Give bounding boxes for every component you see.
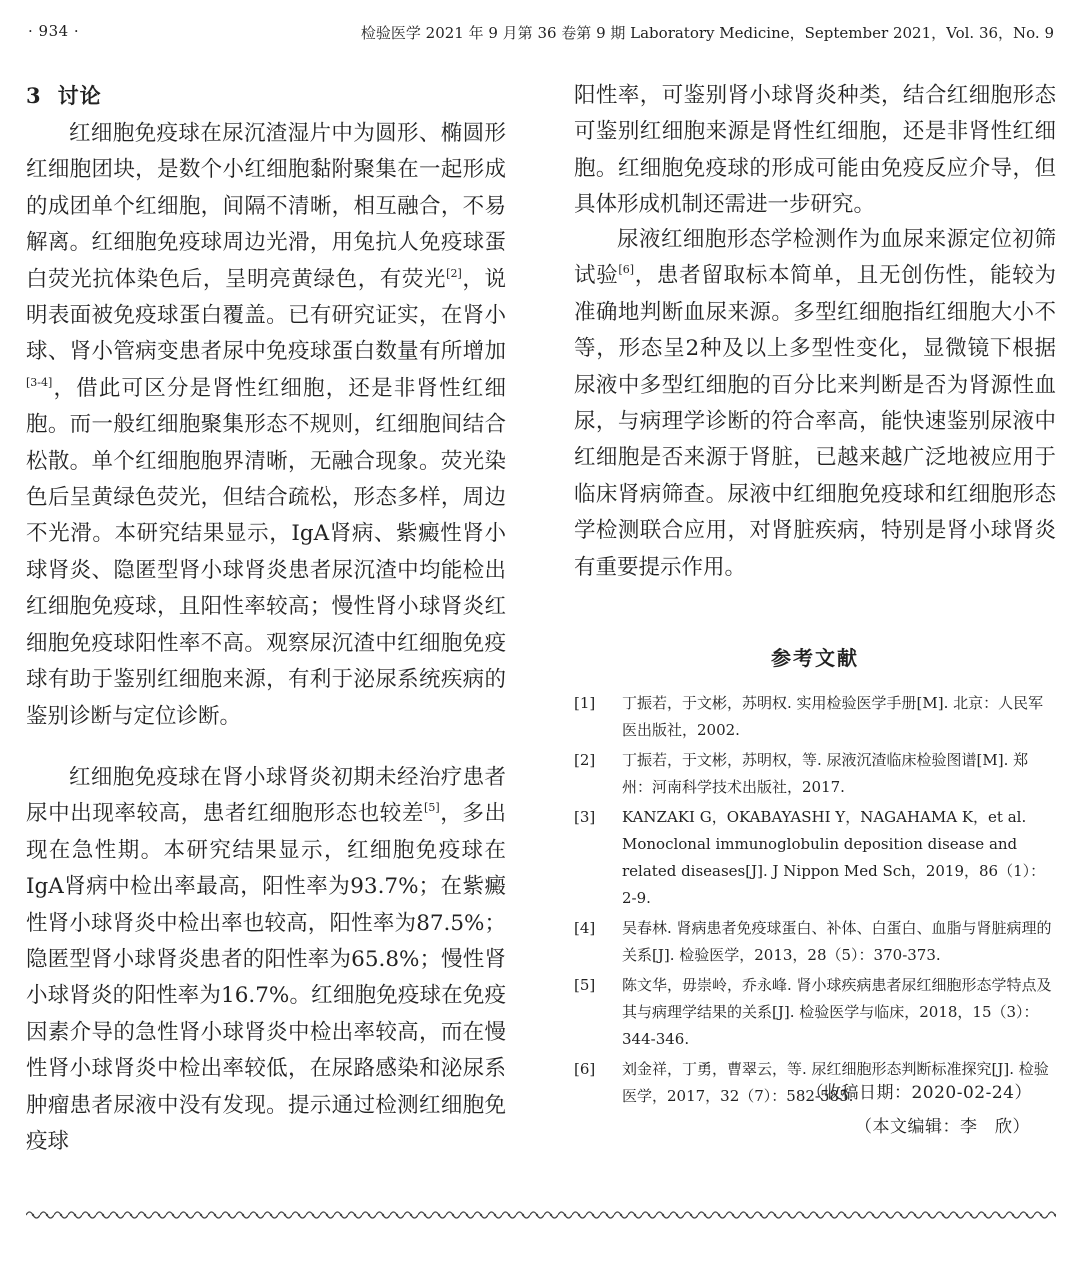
reference-text: 刘金祥，丁勇，曹翠云，等. 尿红细胞形态判断标准探究[J]. 检验医学，2017，32（7）：582-585.: [622, 1060, 1049, 1105]
citation: [2]: [446, 266, 462, 280]
reference-item: [574, 690, 1056, 744]
section-number: 3: [26, 83, 42, 108]
right-paragraph-1: [574, 78, 1056, 224]
right-paragraph-2: [574, 222, 1056, 586]
text-segment: ，说明表面被免疫球蛋白覆盖。已有研究证实，在肾小球、肾小管病变患者尿中免疫球蛋白数量有所增加: [26, 266, 506, 365]
reference-number: [3]: [574, 808, 596, 826]
text-segment: 红细胞免疫球在肾小球肾炎初期未经治疗患者尿中出现率较高，患者红细胞形态也较差: [26, 765, 506, 827]
text-segment: ，借此可区分是肾性红细胞，还是非肾性红细胞。而一般红细胞聚集形态不规则，红细胞间结合松散。单个红细胞胞界清晰，无融合现象。荧光染色后呈黄绿色荧光，但结合疏松，形态多样，周边不光滑。本研究结果显示，IgA肾病、紫癜性肾小球肾炎、隐匿型肾小球肾炎患者尿沉渣中均能检出红细胞免疫球，且阳性率较高；慢性肾小球肾炎红细胞免疫球阳性率不高。观察尿沉渣中红细胞免疫球有助于鉴别红细胞来源，有利于泌尿系统疾病的鉴别诊断与定位诊断。: [26, 375, 506, 729]
received-date: （收稿日期：2020-02-24）: [806, 1083, 1032, 1103]
reference-text: 丁振若，于文彬，苏明权，等. 尿液沉渣临床检验图谱[M]. 郑州：河南科学技术出版社，2017.: [622, 751, 1029, 796]
text-segment: 红细胞免疫球在尿沉渣湿片中为圆形、椭圆形红细胞团块，是数个小红细胞黏附聚集在一起形成的成团单个红细胞，间隔不清晰，相互融合，不易解离。红细胞免疫球周边光滑，用兔抗人免疫球蛋白荧光抗体染色后，呈明亮黄绿色，有荧光: [26, 121, 506, 292]
editor-credit: （本文编辑：李 欣）: [855, 1117, 1030, 1137]
reference-list: [574, 690, 1056, 1113]
reference-number: [5]: [574, 976, 596, 994]
section-title: 讨论: [57, 83, 102, 108]
references-title: 参考文献: [771, 646, 859, 670]
reference-number: [6]: [574, 1060, 596, 1078]
reference-number: [2]: [574, 751, 596, 769]
reference-item: [574, 804, 1056, 912]
text-segment: ，多出现在急性期。本研究结果显示，红细胞免疫球在IgA肾病中检出率最高，阳性率为93.7%；在紫癜性肾小球肾炎中检出率也较高，阳性率为87.5%；隐匿型肾小球肾炎患者的阳性率为65.8%；慢性肾小球肾炎的阳性率为16.7%。红细胞免疫球在免疫因素介导的急性肾小球肾炎中检出率较高，而在慢性肾小球肾炎中检出率较低，在尿路感染和泌尿系肿瘤患者尿液中没有发现。提示通过检测红细胞免疫球: [26, 801, 506, 1155]
text-segment: 阳性率，可鉴别肾小球肾炎种类，结合红细胞形态可鉴别红细胞来源是肾性红细胞，还是非肾性红细胞。红细胞免疫球的形成可能由免疫反应介导，但具体形成机制还需进一步研究。: [574, 83, 1056, 218]
text-segment: ，患者留取标本简单，且无创伤性，能较为准确地判断血尿来源。多型红细胞指红细胞大小不等，形态呈2种及以上多型性变化，显微镜下根据尿液中多型红细胞的百分比来判断是否为肾源性血尿，与病理学诊断的符合率高，能快速鉴别尿液中红细胞是否来源于肾脏，已越来越广泛地被应用于临床肾病筛查。尿液中红细胞免疫球和红细胞形态学检测联合应用，对肾脏疾病，特别是肾小球肾炎有重要提示作用。: [574, 263, 1056, 580]
reference-number: [4]: [574, 919, 596, 937]
citation: [5]: [424, 801, 440, 815]
reference-text: 吴春林. 肾病患者免疫球蛋白、补体、白蛋白、血脂与肾脏病理的关系[J]. 检验医学，2013，28（5）：370-373.: [622, 919, 1052, 964]
reference-item: [574, 915, 1056, 969]
citation: [6]: [618, 263, 635, 277]
left-paragraph-1: [26, 116, 506, 735]
reference-text: 丁振若，于文彬，苏明权. 实用检验医学手册[M]. 北京：人民军医出版社，2002.: [622, 694, 1044, 739]
reference-text: KANZAKI G，OKABAYASHI Y，NAGAHAMA K，et al. Monoclonal immunoglobulin deposition disease and related diseases[J]. J Nippon Med Sch，2019，86（1）：2-9.: [622, 808, 1046, 907]
citation: [3-4]: [26, 375, 53, 389]
reference-item: [574, 972, 1056, 1053]
reference-number: [1]: [574, 694, 596, 712]
reference-text: 陈文华，毋崇岭，乔永峰. 肾小球疾病患者尿红细胞形态学特点及其与病理学结果的关系[J]. 检验医学与临床，2018，15（3）：344-346.: [622, 976, 1052, 1048]
left-paragraph-2: [26, 760, 506, 1160]
page-number: · 934 ·: [28, 22, 80, 40]
section-heading: [26, 80, 102, 110]
text-segment: 尿液红细胞形态学检测作为血尿来源定位初筛试验: [574, 227, 1056, 289]
reference-item: [574, 747, 1056, 801]
journal-header: 检验医学 2021 年 9 月第 36 卷第 9 期 Laboratory Medicine，September 2021，Vol. 36，No. 9: [360, 24, 1054, 42]
decorative-border: [26, 1208, 1056, 1222]
